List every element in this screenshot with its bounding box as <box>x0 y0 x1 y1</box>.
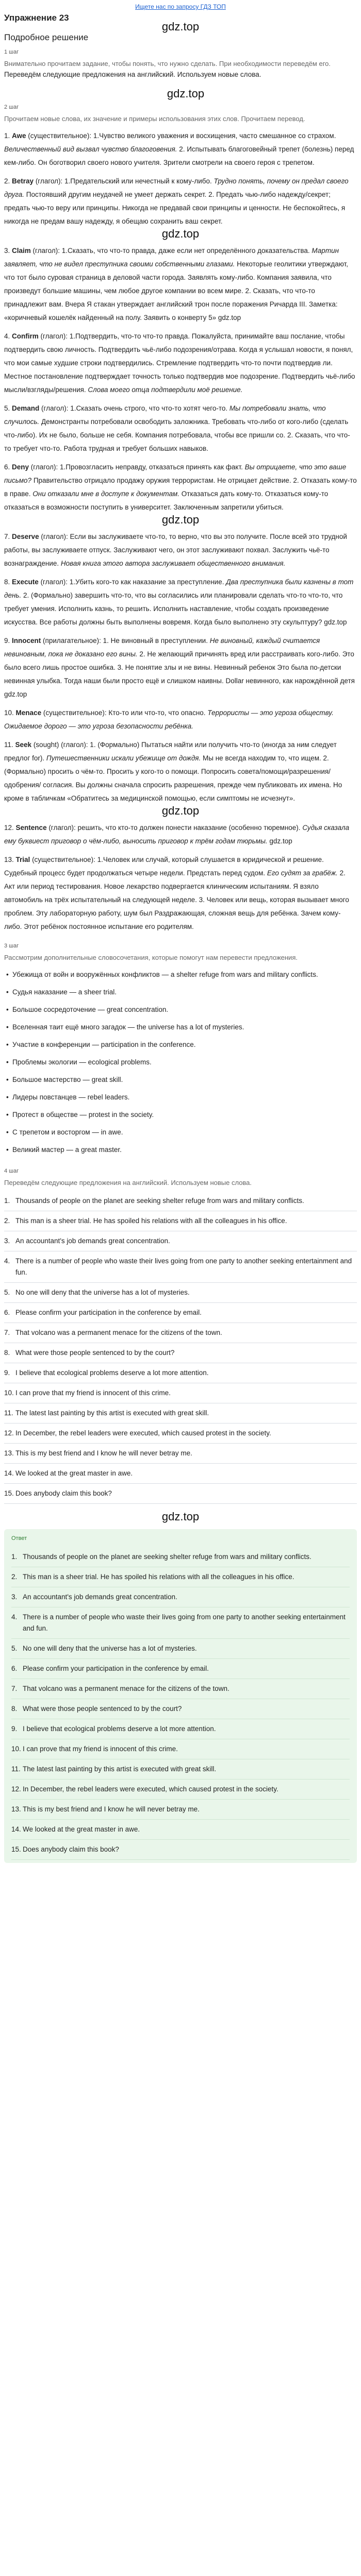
item-number: 11. <box>4 1409 13 1417</box>
sentence-item <box>4 1231 357 1251</box>
sentence-item <box>11 1840 350 1860</box>
sentence-text: In December, the rebel leaders were executed, which caused protest in the society. <box>15 1429 271 1437</box>
sentence-item <box>11 1759 350 1780</box>
sentence-text: I can prove that my friend is innocent of this crime. <box>15 1389 171 1397</box>
item-number: 10. <box>4 1389 14 1397</box>
sentence-item <box>4 1251 357 1283</box>
entry-definition: (глагол): 1.Сказать, что что-то правда, даже если нет определённого доказательства. <box>30 247 312 255</box>
step-instruction: Внимательно прочитаем задание, чтобы понять, что нужно сделать. При необходимости переведём его. <box>4 60 331 67</box>
sentence-item <box>11 1607 350 1639</box>
vocab-entry <box>4 244 357 325</box>
item-number: 1. <box>4 1197 10 1205</box>
entry-number: 12. <box>4 824 14 832</box>
vocab-entry <box>4 461 357 514</box>
entry-number: 2. <box>4 177 10 185</box>
vocab-entry <box>4 634 357 701</box>
sentence-text: There is a number of people who waste their lives going from one party to another seeking entertainment and fun. <box>15 1257 352 1276</box>
sentence-text: In December, the rebel leaders were executed, which caused protest in the society. <box>23 1785 278 1793</box>
entry-rest: 2. Акт или период тестирования. Новое лекарство подвергается клиническим испытаниям. Я взяло автомобиль на трёх испытательный на следующей неделе. 3. Человек или вещь, которая вызывает много проблем. Эту лабораторную работу, шум был Раздражающая, сложная вещь для ребёнка. Зачем кому-либо. Этот ребёнок постоянное испытание его родителям. <box>4 869 349 930</box>
sentence-item <box>4 1323 357 1343</box>
entry-number: 1. <box>4 132 10 140</box>
top-search-link[interactable]: Ищете нас по запросу ГДЗ ТОП <box>135 3 226 10</box>
step-instruction: Прочитаем новые слова, их значение и примеры использования этих слов. Прочитаем перевод. <box>4 115 305 123</box>
sentence-item <box>11 1547 350 1567</box>
entry-definition: (прилагательное): 1. Не виновный в преступлении. <box>41 637 210 645</box>
vocabulary-list <box>4 129 357 934</box>
entry-example: Слова моего отца подтвердили моё решение. <box>88 386 243 394</box>
entry-example: Террористы — это угроза обществу. Ожидаемое дорого — это угроза безопасности ребёнка. <box>4 709 334 730</box>
entry-word: Innocent <box>12 637 41 645</box>
sentence-text: That volcano was a permanent menace for the citizens of the town. <box>15 1329 222 1336</box>
entry-word: Awe <box>12 132 26 140</box>
entry-example: Величественный вид вызвал чувство благоговения. <box>4 145 177 153</box>
sentence-item <box>11 1699 350 1719</box>
sentence-text: What were those people sentenced to by the court? <box>15 1349 175 1357</box>
step-label: 2 шаг <box>4 104 19 110</box>
step-instruction: Переведём следующие предложения на английский. Используем новые слова. <box>4 1179 252 1187</box>
item-number: 6. <box>11 1665 18 1672</box>
entry-definition: (существительное): Кто-то или что-то, что опасно. <box>41 709 208 717</box>
item-number: 8. <box>4 1349 10 1357</box>
entry-word: Seek <box>15 741 32 749</box>
entry-rest: Демонстранты потребовали освободить заложника. Требовать что-либо от кого-либо (сделать что-либо). Их не было, больше не себя. Компания потребовала, чтобы все пришли со. 2. Сказать, что что-то требует что-то. Работа трудная и требует больших навыков. <box>4 418 350 452</box>
phrase-item: • Протест в обществе — protest in the society. <box>4 1106 357 1124</box>
item-number: 10. <box>11 1745 21 1753</box>
sentence-text: No one will deny that the universe has a lot of mysteries. <box>23 1645 197 1652</box>
item-number: 14. <box>11 1825 21 1833</box>
item-number: 3. <box>11 1593 18 1601</box>
entry-number: 10. <box>4 709 14 717</box>
entry-definition: (глагол): 1.Предательский или нечестный к кому-либо. <box>34 177 214 185</box>
sentence-text: An accountant's job demands great concentration. <box>23 1593 177 1601</box>
sentence-item <box>11 1800 350 1820</box>
sentence-text: This man is a sheer trial. He has spoiled his relations with all the colleagues in his office. <box>15 1217 287 1225</box>
item-number: 4. <box>4 1257 10 1265</box>
entry-number: 13. <box>4 856 14 863</box>
entry-number: 5. <box>4 404 10 412</box>
vocab-entry <box>4 402 357 455</box>
entry-rest: 2. Не желающий причинять вред или расстраивать кого-либо. Это было всего лишь простое ошибка. 3. Не понятие злы и не вины. Невинный ребенок Это была по-детски невинная улыбка. Тогда наши были просто ещё и слишком наивны. Dollar невинного, как нарождённой детя gdz.top <box>4 650 355 698</box>
sentence-text: The latest last painting by this artist is executed with great skill. <box>15 1409 209 1417</box>
item-number: 14. <box>4 1469 14 1477</box>
page-title: Упражнение 23 <box>4 13 69 23</box>
sentence-item <box>4 1403 357 1423</box>
sentence-text: We looked at the great master in awe. <box>23 1825 140 1833</box>
translation-list <box>4 1191 357 1504</box>
sentence-item <box>11 1739 350 1759</box>
item-number: 11. <box>11 1765 21 1773</box>
entry-number: 4. <box>4 332 10 340</box>
phrase-item: • Великий мастер — a great master. <box>4 1141 357 1159</box>
vocab-entry <box>4 738 357 805</box>
entry-rest: Некоторые геолитики утверждают, что тот было суровая страница в деловой части города. Заявлять кому-либо. Компания заявила, что произведут большие машины, чем любое другое компании во всем мире. 2. Сказать, что что-то принадлежит вам. Вчера Я стакан утверждает английский трон после поражения Ричарда III. Заметка: «коричневый кошелёк найденный на полу. Заявить о конверту 5» gdz.top <box>4 260 348 321</box>
sentence-item <box>4 1303 357 1323</box>
step-4 <box>4 1166 357 1504</box>
section-subtitle: Подробное решение <box>4 32 89 42</box>
entry-example: Мартин заявляет, что не видел преступника своими собственными глазами. <box>4 247 339 268</box>
entry-word: Claim <box>12 247 31 255</box>
sentence-item <box>11 1679 350 1699</box>
sentence-text: This is my best friend and I know he will never betray me. <box>15 1449 192 1457</box>
entry-number: 9. <box>4 637 10 645</box>
entry-rest: Отказаться дать кому-то. Отказаться кому-то отказаться в возможности поступить в университет. Заключенным запретили убиться. <box>4 490 329 511</box>
sentence-text: There is a number of people who waste their lives going from one party to another seeking entertainment and fun. <box>23 1613 346 1632</box>
sentence-text: Thousands of people on the planet are seeking shelter refuge from wars and military conflicts. <box>23 1553 311 1561</box>
item-number: 15. <box>11 1845 21 1853</box>
vocab-entry <box>4 330 357 397</box>
sentence-text: Thousands of people on the planet are seeking shelter refuge from wars and military conflicts. <box>15 1197 304 1205</box>
phrase-item: • Большое мастерство — great skill. <box>4 1071 357 1089</box>
step-task: Переведём следующие предложения на английский. Используем новые слова. <box>4 71 261 78</box>
step-label: 3 шаг <box>4 943 19 949</box>
entry-example: Два преступника были казнены в тот день. <box>4 578 354 599</box>
item-number: 9. <box>4 1369 10 1377</box>
step-label: 4 шаг <box>4 1168 19 1174</box>
step-label: 1 шаг <box>4 49 19 55</box>
entry-word: Execute <box>12 578 39 586</box>
entry-word: Confirm <box>12 332 39 340</box>
item-number: 5. <box>4 1289 10 1296</box>
item-number: 5. <box>11 1645 18 1652</box>
sentence-text: That volcano was a permanent menace for the citizens of the town. <box>23 1685 229 1692</box>
sentence-item <box>11 1719 350 1739</box>
entry-number: 3. <box>4 247 10 255</box>
sentence-text: I believe that ecological problems deserve a lot more attention. <box>15 1369 209 1377</box>
entry-word: Betray <box>12 177 34 185</box>
vocab-entry <box>4 706 357 733</box>
sentence-text: I believe that ecological problems deserve a lot more attention. <box>23 1725 216 1733</box>
step-1 <box>4 47 357 80</box>
answer-label: Ответ <box>11 1535 27 1541</box>
phrase-item: • Лидеры повстанцев — rebel leaders. <box>4 1089 357 1106</box>
entry-number: 7. <box>4 533 10 540</box>
item-number: 7. <box>4 1329 10 1336</box>
sentence-item <box>11 1587 350 1607</box>
entry-example: Они отказали мне в доступе к документам. <box>32 490 180 498</box>
entry-definition: (sought) (глагол): 1. (Формально) Пытаться найти или получить что-то (иногда за ним следует предлог for). <box>4 741 337 762</box>
sentence-text: I can prove that my friend is innocent of this crime. <box>23 1745 178 1753</box>
entry-rest: Правительство отрицало продажу оружия террористам. Не отрицает действие. 2. Отказать кому-то в праве. <box>4 477 357 498</box>
sentence-text: Please confirm your participation in the conference by email. <box>15 1309 202 1316</box>
vocab-entry <box>4 129 357 170</box>
sentence-item <box>4 1283 357 1303</box>
entry-definition: (глагол): 1.Убить кого-то как наказание за преступление. <box>38 578 226 586</box>
sentence-item <box>4 1423 357 1444</box>
sentence-text: Does anybody claim this book? <box>15 1489 112 1497</box>
entry-number: 6. <box>4 463 10 471</box>
entry-rest: Мы не всегда находим то, что ищем. 2. (Формально) просить о чём-то. Просить у кого-то о помощи. Попросить совета/помощи/разрешения/одобрения/ согласия. Вы должны сначала спросить разрешения, прежде чем публиковать их имена. Но кроме в табличкам «Обратитесь за медицинской помощью, если симптомы не исчезнут». <box>4 754 342 802</box>
item-number: 13. <box>4 1449 14 1457</box>
item-number: 2. <box>4 1217 10 1225</box>
entry-definition: (существительное): 1.Человек или случай, который слушается в юридической и решение. Судебный процесс будет продолжаться четыре недели. Предстать перед судом. <box>4 856 324 877</box>
watermark: gdz.top <box>161 513 200 526</box>
watermark: gdz.top <box>161 804 200 817</box>
entry-definition: (глагол): 1.Подтвердить, что-то что-то правда. Пожалуйста, принимайте ваш послание, чтобы подтвердить свою личность. Подтвердить чьё-либо подозрения/отрава. Когда я услышал новости, я понял, что мои самые худшие строки подтвердились. Стремление подтвердить что-то почти подтвердив ли. Местное постановление подтверждает точность только подтвердив мое подозрение. Подтвердить чьё-либо мысли/взгляды/решения. <box>4 332 355 394</box>
item-number: 7. <box>11 1685 18 1692</box>
entry-example: Трудно понять, почему он предал своего друга. <box>4 177 349 198</box>
sentence-item <box>4 1343 357 1363</box>
sentence-text: This is my best friend and I know he will never betray me. <box>23 1805 200 1813</box>
watermark: gdz.top <box>167 87 205 100</box>
step-3 <box>4 941 357 1159</box>
entry-definition: (глагол): 1.Сказать очень строго, что что-то хотят чего-то. <box>39 404 229 412</box>
phrase-item: • Проблемы экологии — ecological problems. <box>4 1054 357 1071</box>
entry-word: Deserve <box>12 533 39 540</box>
phrase-item: • Большое сосредоточение — great concentration. <box>4 1001 357 1019</box>
sentence-text: The latest last painting by this artist is executed with great skill. <box>23 1765 217 1773</box>
entry-example: Его судят за грабёж. <box>267 869 338 877</box>
sentence-item <box>11 1567 350 1587</box>
item-number: 8. <box>11 1705 18 1713</box>
item-number: 13. <box>11 1805 21 1813</box>
entry-number: 11. <box>4 741 13 749</box>
sentence-text: We looked at the great master in awe. <box>15 1469 133 1477</box>
entry-word: Menace <box>15 709 42 717</box>
item-number: 15. <box>4 1489 14 1497</box>
sentence-text: What were those people sentenced to by the court? <box>23 1705 182 1713</box>
phrase-item: • Вселенная таит ещё много загадок — the universe has a lot of mysteries. <box>4 1019 357 1036</box>
sentence-item <box>11 1639 350 1659</box>
entry-example: Путешественники искали убежище от дождя. <box>46 754 201 762</box>
item-number: 9. <box>11 1725 18 1733</box>
sentence-item <box>11 1820 350 1840</box>
vocab-entry <box>4 530 357 570</box>
sentence-text: Please confirm your participation in the conference by email. <box>23 1665 209 1672</box>
sentence-item <box>11 1659 350 1679</box>
step-2 <box>4 102 357 934</box>
phrase-item: • Убежища от войн и вооружённых конфликтов — a shelter refuge from wars and military conflicts. <box>4 966 357 984</box>
sentence-item <box>4 1444 357 1464</box>
entry-example: Мы потребовали знать, что случилось. <box>4 404 326 426</box>
sentence-item <box>4 1363 357 1383</box>
entry-example: Не виновный, каждый считается невиновным, пока не доказано его вины. <box>4 637 320 658</box>
vocab-entry <box>4 575 357 629</box>
answer-list <box>11 1547 350 1860</box>
watermark: gdz.top <box>161 1510 200 1523</box>
sentence-text: An accountant's job demands great concentration. <box>15 1237 170 1245</box>
entry-rest: 2. Испытывать благоговейный трепет (болезнь) перед кем-либо. Он боготворил своего нового учителя. Зрители смотрели на своего героя с трепетом. <box>4 145 354 166</box>
entry-rest: Постоявший другим неудачей не умеет держать секрет. 2. Предать чью-либо надежду/секрет; предать чью-то веру или принципы. Никогда не предавай свои принципы и ценности. Не беспокойтесь, я никогда не предам вашу надежду, я обещаю сохранить ваш секрет. <box>4 191 346 225</box>
entry-word: Trial <box>15 856 30 863</box>
vocab-entry <box>4 821 357 848</box>
phrase-item: • С трепетом и восторгом — in awe. <box>4 1124 357 1141</box>
item-number: 6. <box>4 1309 10 1316</box>
item-number: 4. <box>11 1613 18 1621</box>
phrase-item: • Участие в конференции — participation in the conference. <box>4 1036 357 1054</box>
entry-definition: (глагол): решить, что кто-то должен понести наказание (особенно тюремное). <box>46 824 303 832</box>
watermark: gdz.top <box>161 227 200 240</box>
entry-rest: gdz.top <box>267 837 292 845</box>
item-number: 3. <box>4 1237 10 1245</box>
sentence-text: No one will deny that the universe has a lot of mysteries. <box>15 1289 190 1296</box>
sentence-text: This man is a sheer trial. He has spoiled his relations with all the colleagues in his office. <box>23 1573 294 1581</box>
step-instruction: Рассмотрим дополнительные словосочетания, которые помогут нам перевести предложения. <box>4 954 298 961</box>
sentence-item <box>4 1464 357 1484</box>
sentence-item <box>4 1484 357 1504</box>
item-number: 12. <box>4 1429 14 1437</box>
entry-rest: 2. (Формально) завершить что-то, что вы согласились или планировали сделать что-то что-то, что требует умения. Исполнить казнь, то решить. Исполнить наставление, чтобы создать произведение искусства. Все работы должны быть выполнены вовремя. Когда было выполнено эту скульптуру? gdz.top <box>4 591 347 626</box>
entry-example: Новая книга этого автора заслуживает общественного внимания. <box>60 560 286 567</box>
item-number: 2. <box>11 1573 18 1581</box>
entry-example: Судья сказала ему буквиест приговор о чём-либо, выносить приговор к трём годам тюрьмы. <box>4 824 350 845</box>
sentence-text: Does anybody claim this book? <box>23 1845 119 1853</box>
item-number: 1. <box>11 1553 18 1561</box>
entry-number: 8. <box>4 578 10 586</box>
entry-word: Sentence <box>15 824 47 832</box>
entry-word: Deny <box>12 463 29 471</box>
watermark: gdz.top <box>161 20 200 33</box>
entry-definition: (глагол): 1.Провозгласить неправду, отказаться принять как факт. <box>29 463 245 471</box>
sentence-item <box>4 1191 357 1211</box>
entry-example: Вы отрицаете, что это ваше письмо? <box>4 463 347 484</box>
item-number: 12. <box>11 1785 21 1793</box>
sentence-item <box>11 1780 350 1800</box>
phrase-item: • Судья наказание — a sheer trial. <box>4 984 357 1001</box>
vocab-entry <box>4 175 357 228</box>
entry-definition: (существительное): 1.Чувство великого уважения и восхищения, часто смешанное со страхом. <box>26 132 336 140</box>
entry-definition: (глагол): Если вы заслуживаете что-то, то верно, что вы это получите. После всей это трудной работы, вы заслуживаете отпуск. Заслуживают чего, он этот заслуживают похвал. Заслужить чьё-то вознаграждение. <box>4 533 347 567</box>
phrase-list <box>4 966 357 1159</box>
sentence-item <box>4 1211 357 1231</box>
sentence-item <box>4 1383 357 1403</box>
answer-box <box>4 1529 357 1863</box>
entry-word: Demand <box>12 404 40 412</box>
vocab-entry <box>4 853 357 934</box>
